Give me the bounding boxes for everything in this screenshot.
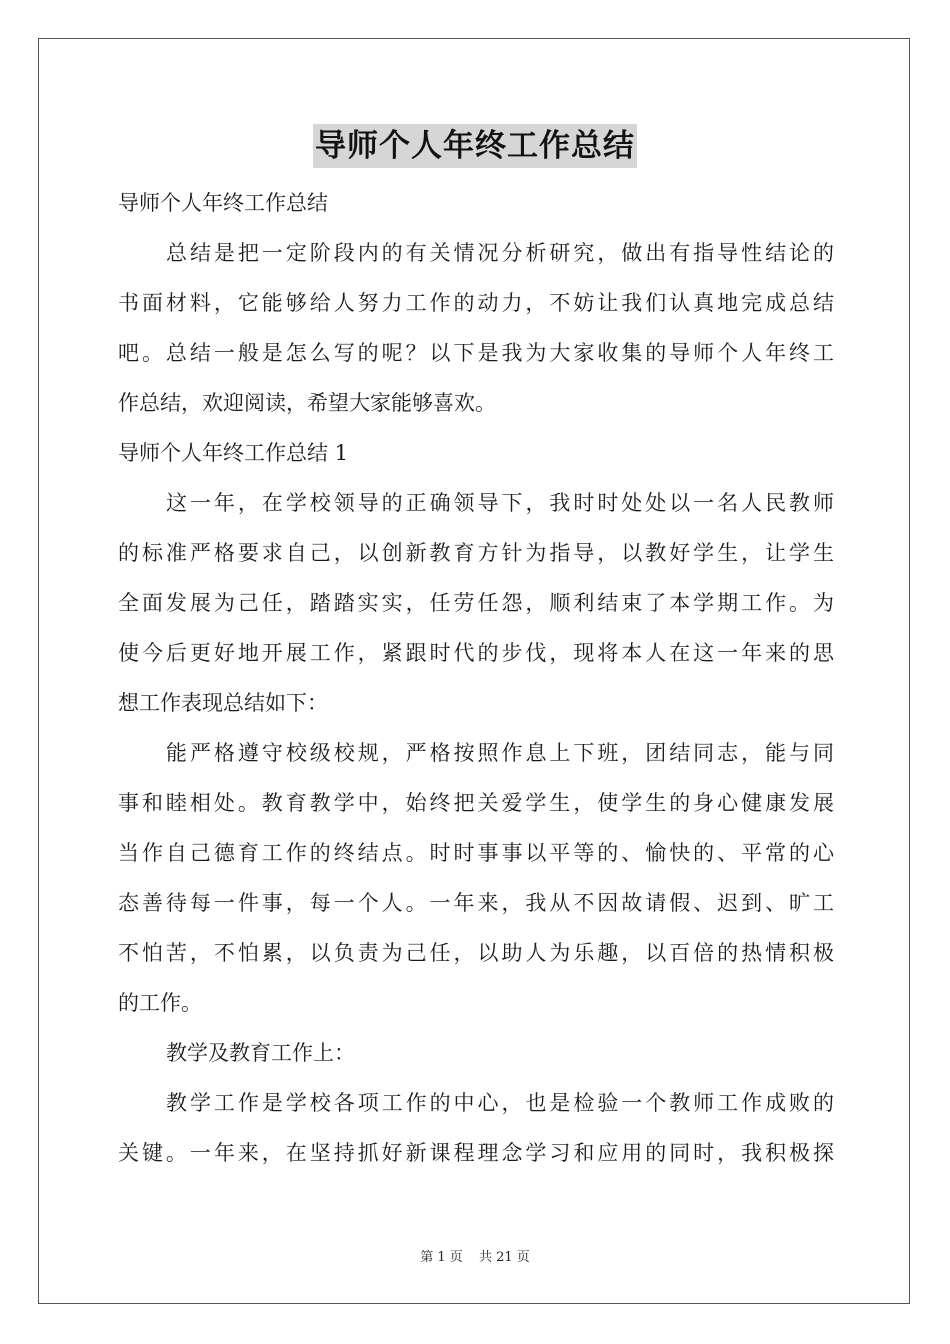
text-line: 教学及教育工作上： [166, 1041, 355, 1065]
text-line: 书面材料，它能够给人努力工作的动力，不妨让我们认真地完成总结 [118, 291, 834, 315]
title-block [0, 124, 950, 168]
text-line: 想工作表现总结如下： [118, 691, 328, 715]
text-line: 导师个人年终工作总结 [118, 191, 328, 215]
page-footer [0, 1246, 950, 1265]
document-title: 导师个人年终工作总结 [313, 124, 637, 168]
text-line: 当作自己德育工作的终结点。时时事事以平等的、愉快的、平常的心 [118, 841, 834, 865]
text-line: 这一年，在学校领导的正确领导下，我时时处处以一名人民教师 [166, 491, 834, 515]
text-line: 事和睦相处。教育教学中，始终把关爱学生，使学生的身心健康发展 [118, 791, 834, 815]
text-line: 全面发展为己任，踏踏实实，任劳任怨，顺利结束了本学期工作。为 [118, 591, 834, 615]
text-line: 态善待每一件事，每一个人。一年来，我从不因故请假、迟到、旷工 [118, 891, 834, 915]
text-line: 作总结，欢迎阅读，希望大家能够喜欢。 [118, 391, 496, 415]
text-line: 不怕苦，不怕累，以负责为己任，以助人为乐趣，以百倍的热情积极 [118, 941, 834, 965]
page-total: 共 21 页 [478, 1250, 530, 1265]
text-line: 关键。一年来，在坚持抓好新课程理念学习和应用的同时，我积极探 [118, 1141, 834, 1165]
text-line: 导师个人年终工作总结 1 [118, 441, 349, 465]
text-line: 总结是把一定阶段内的有关情况分析研究，做出有指导性结论的 [166, 241, 834, 265]
page-number: 第 1 页 [420, 1250, 463, 1265]
document-body [118, 178, 834, 1178]
text-line: 的标准严格要求自己，以创新教育方针为指导，以教好学生，让学生 [118, 541, 834, 565]
text-line: 使今后更好地开展工作，紧跟时代的步伐，现将本人在这一年来的思 [118, 641, 834, 665]
text-line: 教学工作是学校各项工作的中心，也是检验一个教师工作成败的 [166, 1091, 834, 1115]
text-line: 吧。总结一般是怎么写的呢？以下是我为大家收集的导师个人年终工 [118, 341, 834, 365]
text-line: 的工作。 [118, 991, 202, 1015]
text-line: 能严格遵守校级校规，严格按照作息上下班，团结同志，能与同 [166, 741, 834, 765]
